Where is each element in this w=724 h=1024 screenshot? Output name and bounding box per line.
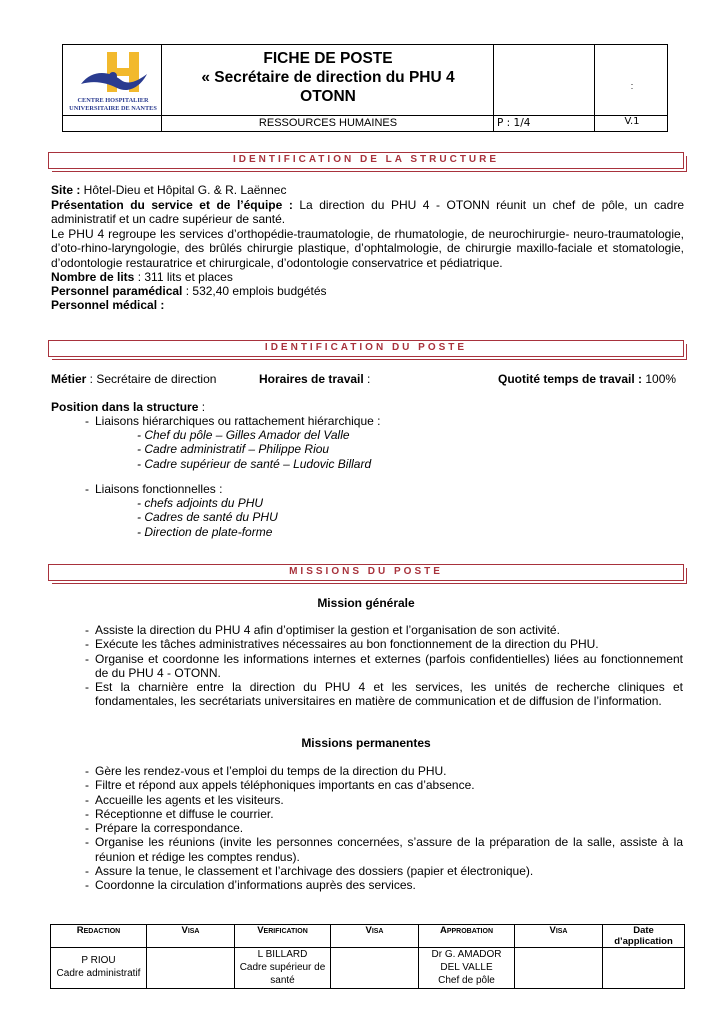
permanent-missions-title: Missions permanentes: [301, 736, 431, 750]
visa-cell: [515, 948, 603, 989]
list-item: - Liaisons hiérarchiques ou rattachement hiérarchique :: [85, 414, 645, 428]
header-table: [62, 44, 668, 132]
list-item: - Est la charnière entre la direction du PHU 4 et les services, les unités de recherche cliniques et fondamentales, les secrétariats universitaires en matière de communication et de diffusion de l’information.: [85, 680, 683, 709]
visa-cell: [331, 948, 419, 989]
page-title: FICHE DE POSTE « Secrétaire de direction du PHU 4 OTONN: [201, 50, 455, 105]
hierarchical-items: - Chef du pôle – Gilles Amador del Valle - Cadre administratif – Philippe Riou - Cadre supérieur de santé – Ludovic Billard: [137, 428, 372, 471]
list-item: - Liaisons fonctionnelles :: [85, 482, 645, 496]
functional-list: [85, 482, 645, 496]
approval-table: [50, 924, 685, 989]
chu-nantes-logo: [77, 50, 149, 98]
structure-paragraph: Le PHU 4 regroupe les services d’orthopédie-traumatologie, de rhumatologie, de neurochirurgie- neuro-traumatologie, d’oto-rhino-laryngologie, des brûlés chirurgie plastique, d’ophtalmologie, de chirurgie maxillo-faciale et stomatologie, d’odontologie restauratrice et chirurgicale, d’odontologie conservatrice et pédiatrique.: [51, 227, 684, 270]
functional-items: - chefs adjoints du PHU - Cadres de santé du PHU - Direction de plate-forme: [137, 496, 278, 539]
poste-banner: IDENTIFICATION DU POSTE: [48, 340, 684, 357]
missions-banner: MISSIONS DU POSTE: [48, 564, 684, 581]
page-number: P : 1/4: [497, 117, 531, 129]
logo-text: CENTRE HOSPITALIER UNIVERSITAIRE DE NANTES: [69, 97, 157, 112]
approbation-header: Approbation: [419, 925, 515, 948]
list-item: - Filtre et répond aux appels téléphoniques importants en cas d’absence.: [85, 778, 683, 792]
list-item: - Organise et coordonne les informations internes et externes (parfois confidentielles) liées au fonctionnement de du PHU 4 - OTONN.: [85, 652, 683, 681]
list-item: - Organise les réunions (invite les personnes concernées, s’assure de la préparation de la salle, assiste à la réunion et rédige les comptes rendus).: [85, 835, 683, 864]
hierarchical-list: [85, 414, 645, 428]
redaction-cell: P RIOU Cadre administratif: [51, 948, 147, 989]
header-colon: :: [630, 81, 634, 91]
general-missions-list: [85, 623, 683, 709]
visa-header: Visa: [515, 925, 603, 948]
list-item: - Réceptionne et diffuse le courrier.: [85, 807, 683, 821]
list-item: - Assiste la direction du PHU 4 afin d’optimiser la gestion et l’organisation de son activité.: [85, 623, 683, 637]
verification-cell: L BILLARD Cadre supérieur de santé: [235, 948, 331, 989]
redaction-header: Redaction: [51, 925, 147, 948]
presentation-text: Présentation du service et de l’équipe : La direction du PHU 4 - OTONN réunit un chef de pôle, un cadre administratif et un cadre supérieur de santé.: [51, 198, 684, 227]
quotite-line: Quotité temps de travail : 100%: [498, 372, 677, 386]
medical-line: Personnel médical :: [51, 298, 165, 312]
list-item: - Exécute les tâches administratives nécessaires au bon fonctionnement de la direction du PHU.: [85, 637, 683, 651]
verification-header: Verification: [235, 925, 331, 948]
general-mission-title: Mission générale: [317, 596, 415, 610]
list-item: - Assure la tenue, le classement et l’archivage des dossiers (papier et électronique).: [85, 864, 683, 878]
paramedical-line: Personnel paramédical : 532,40 emplois budgétés: [51, 284, 327, 298]
visa-header: Visa: [147, 925, 235, 948]
date-application-header: Date d’application: [603, 925, 685, 948]
version-label: V.1: [624, 116, 640, 127]
beds-line: Nombre de lits : 311 lits et places: [51, 270, 233, 284]
visa-cell: [147, 948, 235, 989]
permanent-missions-list: [85, 764, 683, 893]
approbation-cell: Dr G. AMADOR DEL VALLE Chef de pôle: [419, 948, 515, 989]
horaires-line: Horaires de travail :: [259, 372, 371, 386]
list-item: - Prépare la correspondance.: [85, 821, 683, 835]
list-item: - Coordonne la circulation d’informations auprès des services.: [85, 878, 683, 892]
position-line: Position dans la structure :: [51, 400, 206, 414]
metier-line: Métier : Secrétaire de direction: [51, 372, 217, 386]
site-line: Site : Hôtel-Dieu et Hôpital G. & R. Laënnec: [51, 183, 287, 197]
department-label: RESSOURCES HUMAINES: [258, 117, 398, 129]
list-item: - Gère les rendez-vous et l’emploi du temps de la direction du PHU.: [85, 764, 683, 778]
structure-banner: IDENTIFICATION DE LA STRUCTURE: [48, 152, 684, 169]
date-application-cell: [603, 948, 685, 989]
visa-header: Visa: [331, 925, 419, 948]
list-item: - Accueille les agents et les visiteurs.: [85, 793, 683, 807]
